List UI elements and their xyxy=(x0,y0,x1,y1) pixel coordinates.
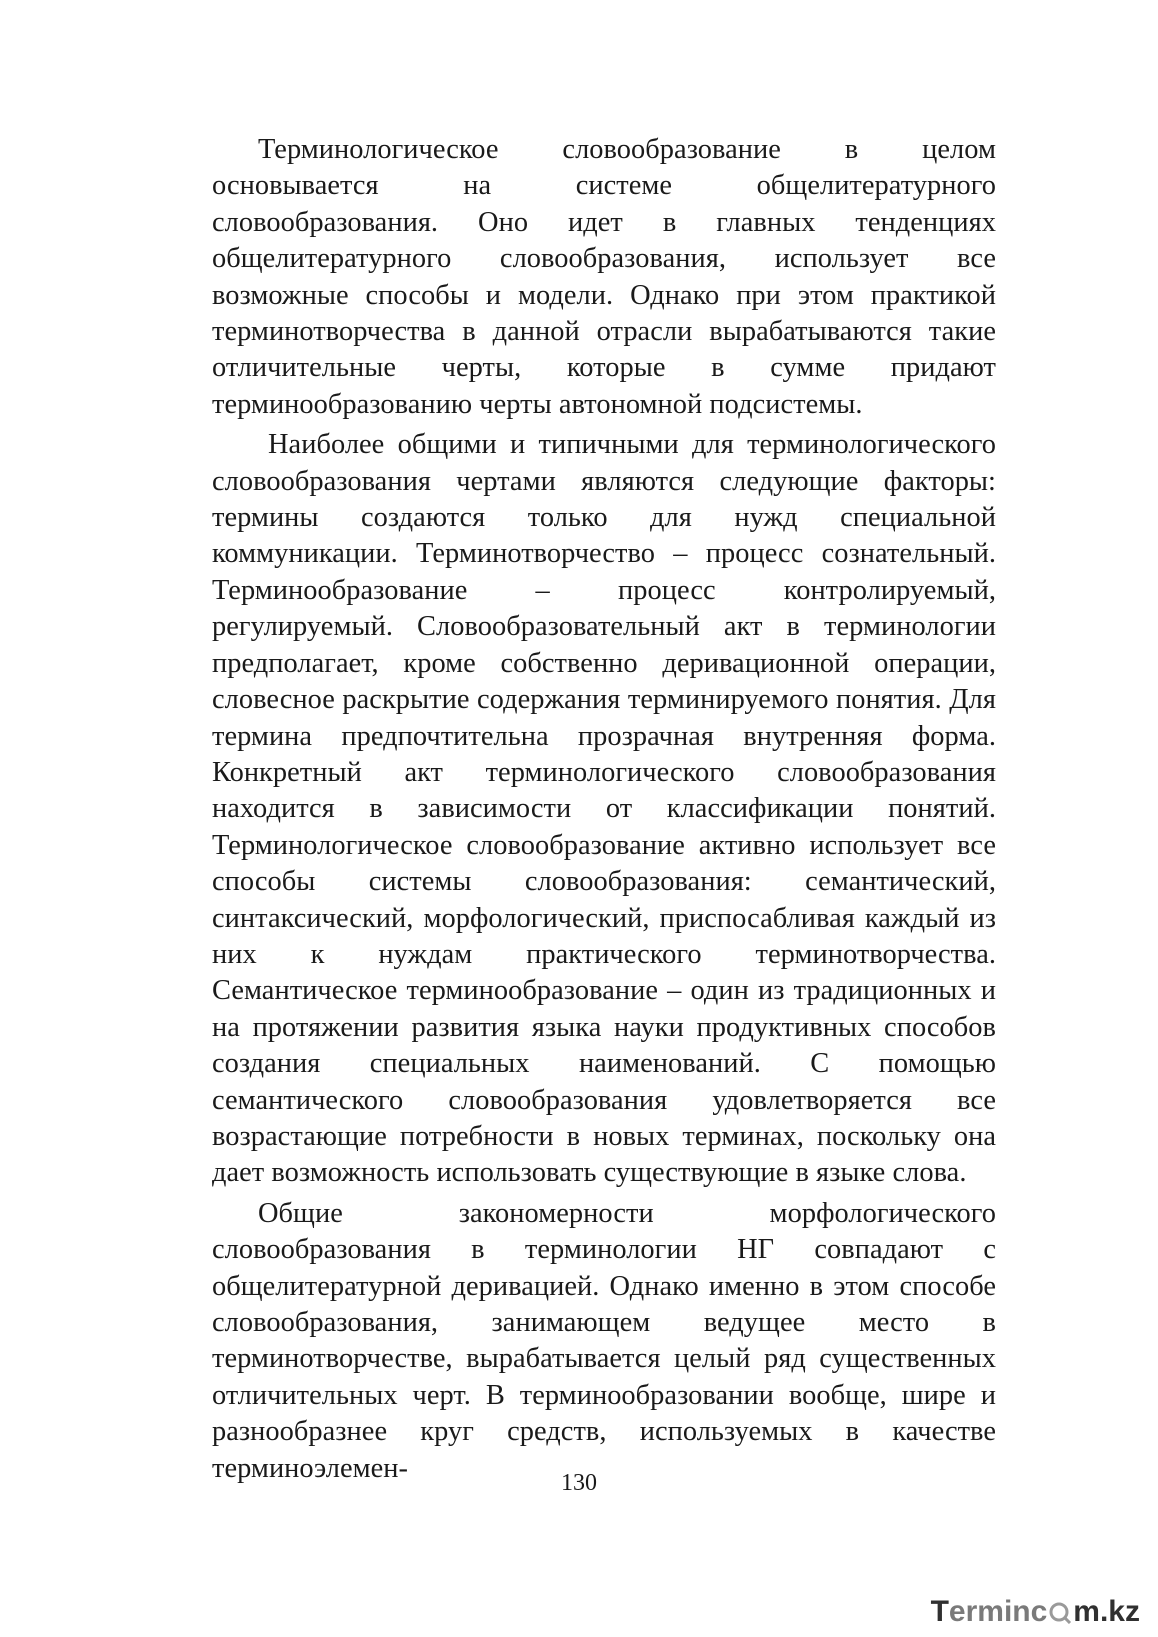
termincom-watermark-logo xyxy=(931,1592,1140,1632)
paragraph-1: Терминологическое словообразование в целом основывается на системе общелитературного словообразования. Оно идет в главных тенденциях общелитературного словообразования, использует все возможные способы и модели. Однако при этом практикой терминотворчества в данной отрасли вырабатываются такие отличительные черты, которые в сумме придают терминообразованию черты автономной подсистемы. xyxy=(212,134,996,420)
watermark-part2: m.kz xyxy=(1073,1595,1140,1628)
paragraph-3: Общие закономерности морфологического словообразования в терминологии НГ совпадают с общелитературной деривацией. Однако именно в этом способе словообразования, занимающем ведущее место в терминотворчестве, вырабатывается целый ряд существенных отличительных черт. В терминообразовании вообще, шире и разнообразнее круг средств, используемых в качестве терминоэлемен- xyxy=(212,1197,996,1484)
magnifier-icon xyxy=(1048,1600,1072,1624)
paragraph-2: Наиболее общими и типичными для терминологического словообразования чертами являются следующие факторы: термины создаются только для нужд специальной коммуникации. Терминотворчество – процесс сознательный. Терминообразование – процесс контролируемый, регулируемый. Словообразовательный акт в терминологии предполагает, кроме собственно деривационной операции, словесное раскрытие содержания терминируемого понятия. Для термина предпочтительна прозрачная внутренняя форма. Конкретный акт терминологического словообразования находится в зависимости от классификации понятий. Терминологическое словообразование активно использует все способы системы словообразования: семантический, синтаксический, морфологический, приспосабливая каждый из них к нуждам практического терминотворчества. Семантическое терминообразование – один из традиционных и на протяжении развития языка науки продуктивных способов создания специальных наименований. С помощью семантического словообразования удовлетворяется все возрастающие потребности в новых терминах, поскольку она дает возможность использовать существующие в языке слова. xyxy=(212,429,996,1189)
body-text xyxy=(212,132,996,1491)
watermark-part1: erminc xyxy=(948,1595,1048,1628)
page-number: 130 xyxy=(561,1470,597,1496)
watermark-prefix: T xyxy=(930,1595,949,1628)
